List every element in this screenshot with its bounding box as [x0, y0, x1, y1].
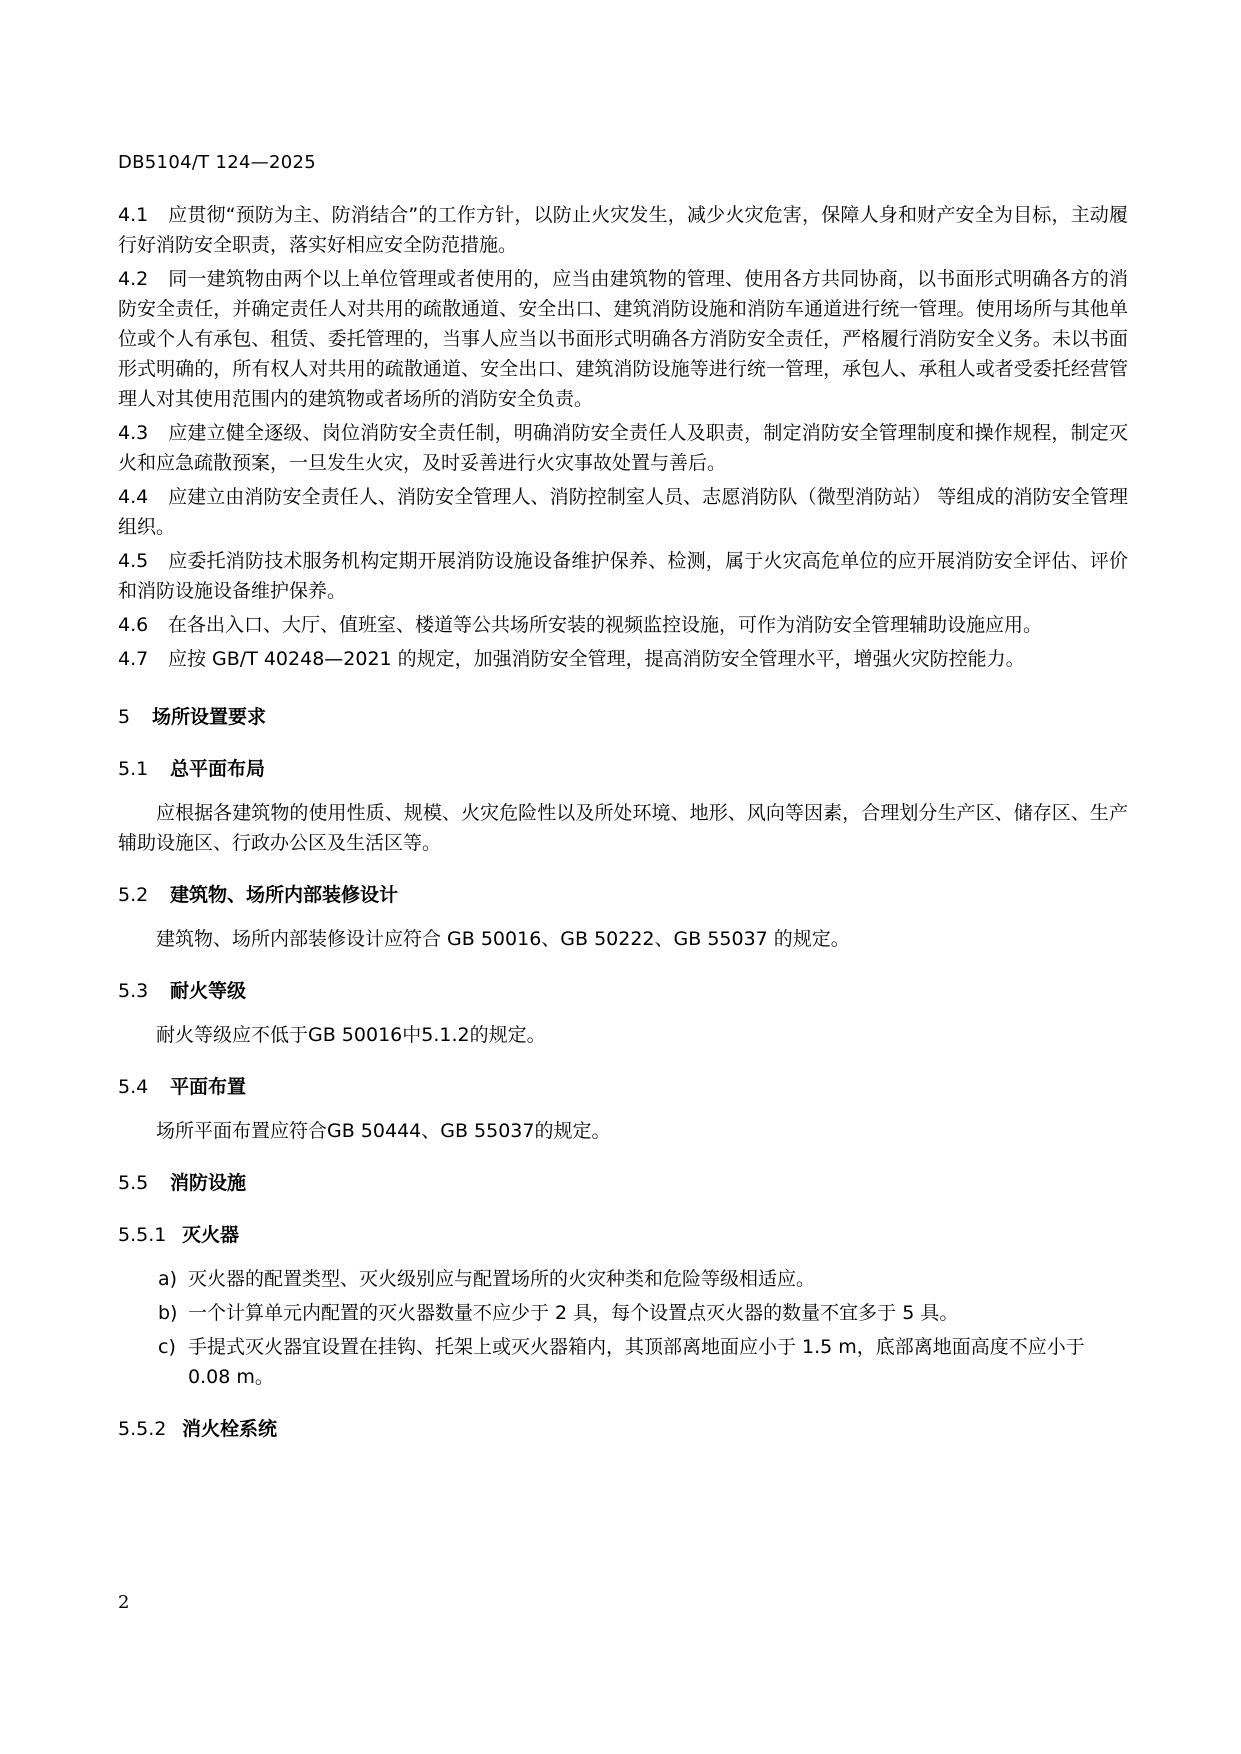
- subsection-title: 消防设施: [170, 1172, 247, 1194]
- list-item-text: 一个计算单元内配置的灭火器数量不应少于 2 具，每个设置点灭火器的数量不宜多于 5 具。: [188, 1302, 959, 1324]
- subsection-number: 5.5.1: [118, 1224, 167, 1246]
- subsection-number: 5.2: [118, 884, 149, 906]
- clause-number: 4.7: [118, 648, 149, 670]
- clause-4-6: [118, 610, 1128, 640]
- clause-text: 应贯彻“预防为主、防消结合”的工作方针，以防止火灾发生，减少火灾危害，保障人身和财产安全为目标，主动履行好消防安全职责，落实好相应安全防范措施。: [118, 204, 1128, 256]
- subsection-5-1-heading: [118, 754, 1128, 784]
- subsection-5-5-heading: [118, 1168, 1128, 1198]
- subsection-title: 总平面布局: [170, 758, 266, 780]
- subsection-5-4-text: 场所平面布置应符合GB 50444、GB 55037的规定。: [156, 1120, 611, 1142]
- document-code: DB5104/T 124—2025: [118, 152, 317, 173]
- clause-text: 应委托消防技术服务机构定期开展消防设施设备维护保养、检测，属于火灾高危单位的应开展消防安全评估、评价和消防设施设备维护保养。: [118, 550, 1128, 602]
- clause-4-3: [118, 418, 1128, 478]
- section-title: 场所设置要求: [152, 706, 267, 728]
- extinguisher-requirements-list: [158, 1264, 1128, 1392]
- clause-4-1: [118, 200, 1128, 260]
- subsection-5-5-2-heading: [118, 1414, 1128, 1444]
- subsection-title: 耐火等级: [170, 980, 247, 1002]
- subsection-number: 5.3: [118, 980, 149, 1002]
- list-item-text: 灭火器的配置类型、灭火级别应与配置场所的火灾种类和危险等级相适应。: [188, 1268, 816, 1290]
- subsection-5-2-heading: [118, 880, 1128, 910]
- section-5-heading: [118, 702, 1128, 732]
- clause-text: 在各出入口、大厅、值班室、楼道等公共场所安装的视频监控设施，可作为消防安全管理辅助设施应用。: [168, 614, 1043, 636]
- clause-number: 4.1: [118, 204, 149, 226]
- list-item-text: 手提式灭火器宜设置在挂钩、托架上或灭火器箱内，其顶部离地面应小于 1.5 m，底部离地面高度不应小于 0.08 m。: [188, 1336, 1085, 1388]
- subsection-number: 5.4: [118, 1076, 149, 1098]
- subsection-number: 5.1: [118, 758, 149, 780]
- subsection-number: 5.5.2: [118, 1418, 167, 1440]
- clause-text: 应建立健全逐级、岗位消防安全责任制，明确消防安全责任人及职责，制定消防安全管理制度和操作规程，制定灭火和应急疏散预案，一旦发生火灾，及时妥善进行火灾事故处置与善后。: [118, 422, 1128, 474]
- page-number: 2: [118, 1592, 130, 1613]
- clause-number: 4.3: [118, 422, 149, 444]
- subsection-5-4-heading: [118, 1072, 1128, 1102]
- subsection-number: 5.5: [118, 1172, 149, 1194]
- section-number: 5: [118, 706, 131, 728]
- list-marker: c): [158, 1336, 176, 1358]
- subsection-5-1-text: 应根据各建筑物的使用性质、规模、火灾危险性以及所处环境、地形、风向等因素，合理划分生产区、储存区、生产辅助设施区、行政办公区及生活区等。: [118, 802, 1128, 854]
- clause-4-4: [118, 482, 1128, 542]
- clause-number: 4.4: [118, 486, 149, 508]
- clause-4-5: [118, 546, 1128, 606]
- list-marker: a): [158, 1268, 178, 1290]
- page-body: [118, 200, 1128, 1444]
- list-item: [158, 1332, 1128, 1392]
- subsection-title: 灭火器: [182, 1224, 240, 1246]
- clause-text: 应建立由消防安全责任人、消防安全管理人、消防控制室人员、志愿消防队（微型消防站） 等组成的消防安全管理组织。: [118, 486, 1128, 538]
- clause-4-7: [118, 644, 1128, 674]
- list-item: [158, 1264, 1128, 1294]
- clause-text: 应按 GB/T 40248—2021 的规定，加强消防安全管理，提高消防安全管理水平，增强火灾防控能力。: [168, 648, 1025, 670]
- subsection-title: 建筑物、场所内部装修设计: [170, 884, 399, 906]
- clause-text: 同一建筑物由两个以上单位管理或者使用的，应当由建筑物的管理、使用各方共同协商，以书面形式明确各方的消防安全责任，并确定责任人对共用的疏散通道、安全出口、建筑消防设施和消防车通道进行统一管理。使用场所与其他单位或个人有承包、租赁、委托管理的，当事人应当以书面形式明确各方消防安全责任，严格履行消防安全义务。未以书面形式明确的，所有权人对共用的疏散通道、安全出口、建筑消防设施等进行统一管理，承包人、承租人或者受委托经营管理人对其使用范围内的建筑物或者场所的消防安全负责。: [118, 268, 1128, 410]
- subsection-5-2-text: 建筑物、场所内部装修设计应符合 GB 50016、GB 50222、GB 55037 的规定。: [156, 928, 850, 950]
- list-item: [158, 1298, 1128, 1328]
- subsection-5-3-heading: [118, 976, 1128, 1006]
- subsection-5-3-text: 耐火等级应不低于GB 50016中5.1.2的规定。: [156, 1024, 546, 1046]
- subsection-5-5-1-heading: [118, 1220, 1128, 1250]
- clause-number: 4.5: [118, 550, 149, 572]
- clause-number: 4.6: [118, 614, 149, 636]
- subsection-title: 消火栓系统: [182, 1418, 278, 1440]
- clause-4-2: [118, 264, 1128, 414]
- list-marker: b): [158, 1302, 178, 1324]
- subsection-title: 平面布置: [170, 1076, 247, 1098]
- clause-number: 4.2: [118, 268, 149, 290]
